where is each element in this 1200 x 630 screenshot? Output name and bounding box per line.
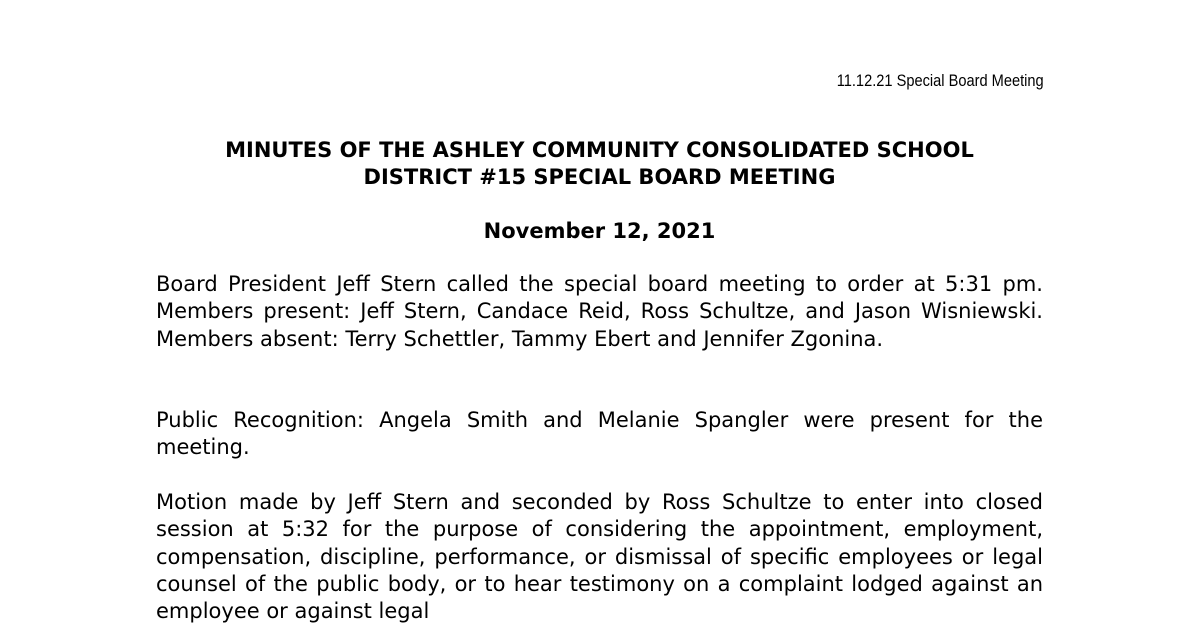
document-title	[156, 137, 1043, 191]
title-line-2: DISTRICT #15 SPECIAL BOARD MEETING	[363, 165, 836, 189]
meeting-date: November 12, 2021	[483, 219, 716, 243]
title-line-1: MINUTES OF THE ASHLEY COMMUNITY CONSOLIDATED SCHOOL	[225, 138, 974, 162]
document-header: 11.12.21 Special Board Meeting	[837, 71, 1044, 90]
paragraph-closed-session-motion: Motion made by Jeff Stern and seconded by Ross Schultze to enter into closed session at 5:32 for the purpose of considering the appointment, employment, compensation, discipline, performance, or dismissal of specific employees or legal counsel of the public body, or to hear testimony on a complaint lodged against an employee or against legal	[156, 490, 1043, 624]
paragraph-public-recognition: Public Recognition: Angela Smith and Melanie Spangler were present for the meeting.	[156, 408, 1043, 460]
paragraph-call-to-order: Board President Jeff Stern called the special board meeting to order at 5:31 pm. Members present: Jeff Stern, Candace Reid, Ross Schultze, and Jason Wisniewski. Members absent: Terry Schettler, Tammy Ebert and Jennifer Zgonina.	[156, 272, 1043, 351]
